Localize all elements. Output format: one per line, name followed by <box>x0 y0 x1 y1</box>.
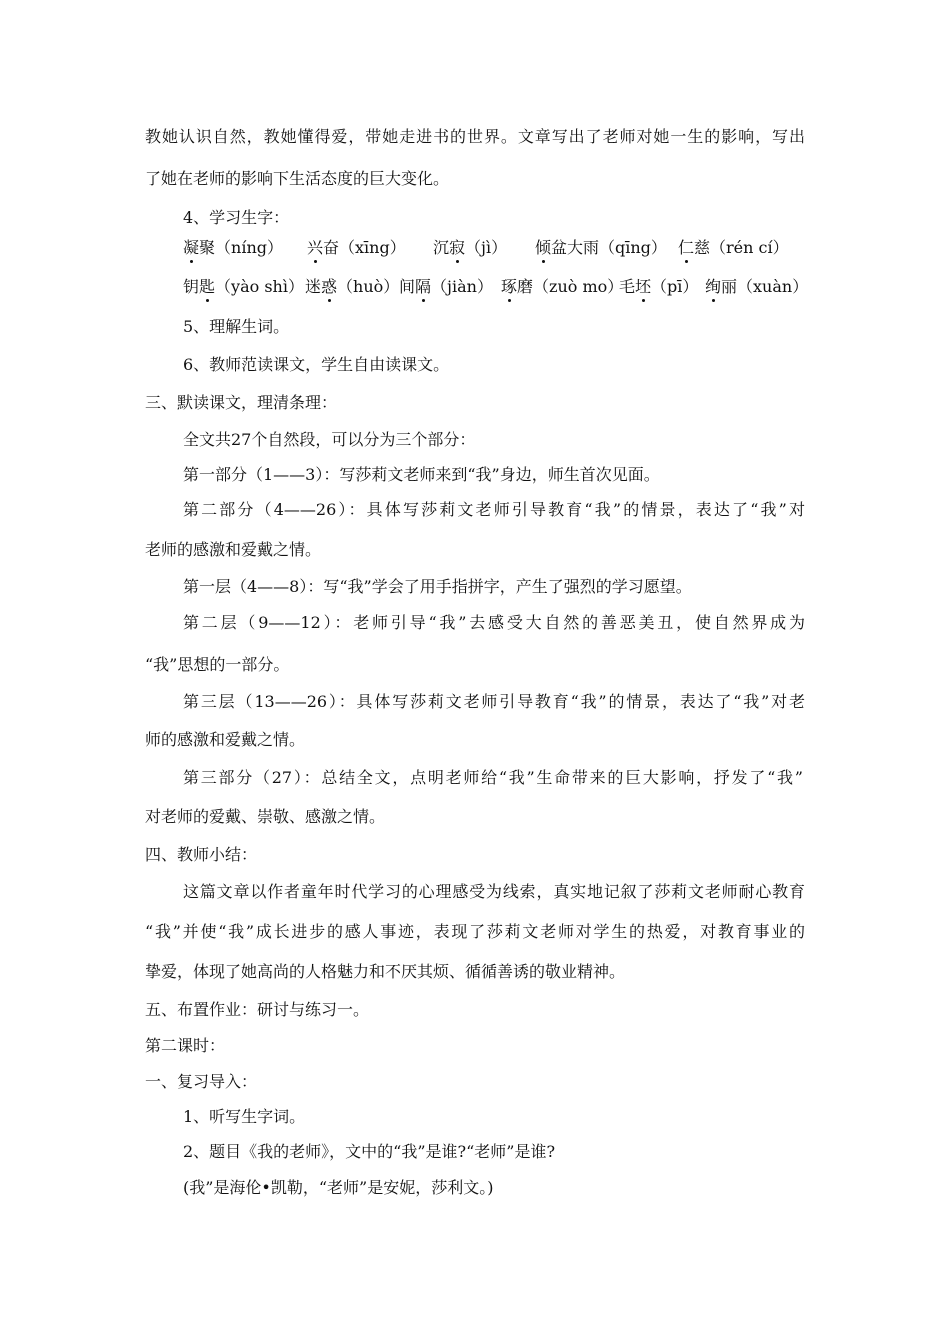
layer-2-line-2: “我”思想的一部分。 <box>145 655 290 674</box>
lesson-2-heading: 第二课时： <box>145 1036 226 1055</box>
part-1: 第一部分（1——3）：写莎莉文老师来到“我”身边，师生首次见面。 <box>183 465 660 484</box>
review-heading: 一、复习导入： <box>145 1072 258 1091</box>
summary-line-3: 挚爱，体现了她高尚的人格魅力和不厌其烦、循循善诱的敬业精神。 <box>145 962 626 981</box>
layer-1: 第一层（4——8）：写“我”学会了用手指拼字，产生了强烈的学习愿望。 <box>183 577 692 596</box>
section-4-heading: 四、教师小结： <box>145 845 258 864</box>
vocab-term: 间隔（jiàn） <box>399 277 493 296</box>
dotted-character: 仁 <box>678 238 695 257</box>
section-3-summary: 全文共27个自然段，可以分为三个部分： <box>183 430 476 449</box>
dotted-character: 倾 <box>535 238 552 257</box>
summary-line-2: “我”并使“我”成长进步的感人事迹，表现了莎莉文老师对学生的热爱，对教育事业的 <box>145 922 805 941</box>
intro-line-2: 了她在老师的影响下生活态度的巨大变化。 <box>145 169 450 188</box>
vocab-term: 钥匙（yào shì） <box>183 277 304 296</box>
vocab-term: 毛坯（pī） <box>619 277 699 296</box>
vocab-term: 倾盆大雨（qīng） <box>535 238 667 257</box>
vocab-term: 迷惑（huò） <box>305 277 400 296</box>
item-learn-characters: 4、学习生字： <box>183 208 290 227</box>
dotted-character: 隔 <box>415 277 432 296</box>
part-2-line-1: 第二部分（4——26）：具体写莎莉文老师引导教育“我”的情景，表达了“我”对 <box>183 500 805 519</box>
vocab-term: 沉寂（jì） <box>433 238 508 257</box>
review-answer: (我”是海伦•凯勒，“老师”是安妮，莎利文。) <box>183 1178 494 1197</box>
vocab-term: 琢磨（zuò mo） <box>501 277 624 296</box>
vocab-term: 兴奋（xīng） <box>307 238 406 257</box>
layer-2-line-1: 第二层（9——12）：老师引导“我”去感受大自然的善恶美丑，使自然界成为 <box>183 613 805 632</box>
vocab-term: 凝聚（níng） <box>183 238 283 257</box>
part-3-line-1: 第三部分（27）：总结全文，点明老师给“我”生命带来的巨大影响，抒发了“我” <box>183 768 803 787</box>
dotted-character: 兴 <box>307 238 324 257</box>
part-2-line-2: 老师的感激和爱戴之情。 <box>145 540 322 559</box>
item-understand-words: 5、理解生词。 <box>183 317 290 336</box>
review-item-2: 2、题目《我的老师》，文中的“我”是谁?“老师”是谁? <box>183 1142 556 1161</box>
layer-3-line-1: 第三层（13——26）：具体写莎莉文老师引导教育“我”的情景，表达了“我”对老 <box>183 692 805 711</box>
dotted-character: 坯 <box>635 277 652 296</box>
section-5-heading: 五、布置作业：研讨与练习一。 <box>145 1000 370 1019</box>
vocab-term: 绚丽（xuàn） <box>705 277 809 296</box>
layer-3-line-2: 师的感激和爱戴之情。 <box>145 730 306 749</box>
dotted-character: 琢 <box>501 277 518 296</box>
section-3-heading: 三、默读课文，理清条理： <box>145 393 338 412</box>
dotted-character: 凝 <box>183 238 200 257</box>
item-model-reading: 6、教师范读课文，学生自由读课文。 <box>183 355 450 374</box>
part-3-line-2: 对老师的爱戴、崇敬、感激之情。 <box>145 807 386 826</box>
dotted-character: 寂 <box>449 238 466 257</box>
dotted-character: 绚 <box>705 277 722 296</box>
summary-line-1: 这篇文章以作者童年时代学习的心理感受为线索，真实地记叙了莎莉文老师耐心教育 <box>183 882 805 901</box>
dotted-character: 匙 <box>199 277 216 296</box>
dotted-character: 惑 <box>321 277 338 296</box>
review-item-1: 1、听写生字词。 <box>183 1107 306 1126</box>
vocab-term: 仁慈（rén cí） <box>678 238 789 257</box>
intro-line-1: 教她认识自然，教她懂得爱，带她走进书的世界。文章写出了老师对她一生的影响，写出 <box>145 127 805 146</box>
